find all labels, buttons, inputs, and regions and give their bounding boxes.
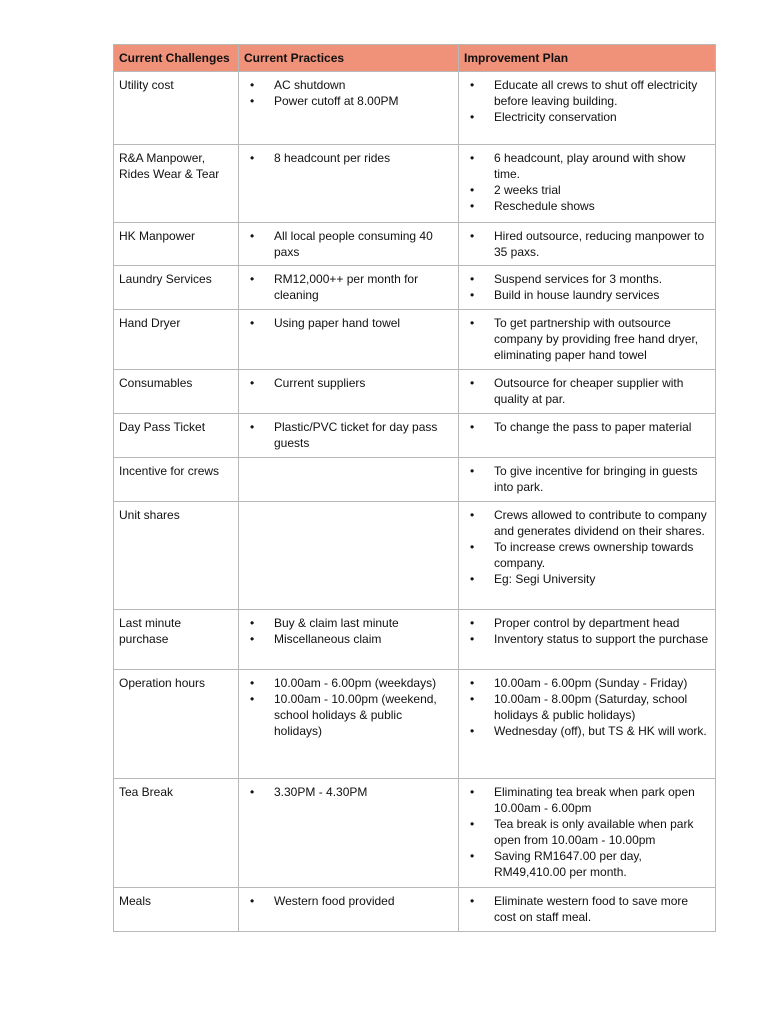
list-item: • 10.00am - 8.00pm (Saturday, school holidays & public holidays) <box>464 691 710 723</box>
list-item: • 10.00am - 6.00pm (weekdays) <box>244 675 453 691</box>
plan-cell <box>459 370 716 414</box>
challenge-cell: Laundry Services <box>114 266 239 310</box>
table-body <box>114 72 716 932</box>
plan-cell <box>459 458 716 502</box>
list-item: • Saving RM1647.00 per day, RM49,410.00 per month. <box>464 848 710 880</box>
practices-cell <box>239 370 459 414</box>
plan-list <box>464 150 710 214</box>
list-item: • Eliminating tea break when park open 10.00am - 6.00pm <box>464 784 710 816</box>
practices-cell <box>239 223 459 266</box>
plan-list <box>464 77 710 125</box>
challenge-cell: Day Pass Ticket <box>114 414 239 458</box>
list-item: • 6 headcount, play around with show time. <box>464 150 710 182</box>
improvement-plan-table <box>113 44 716 932</box>
plan-list <box>464 893 710 925</box>
list-item: • Eg: Segi University <box>464 571 710 587</box>
practices-list <box>244 315 453 331</box>
header-improvement-plan: Improvement Plan <box>459 45 716 72</box>
plan-cell <box>459 502 716 610</box>
practices-list <box>244 784 453 800</box>
practices-cell <box>239 670 459 779</box>
header-current-challenges: Current Challenges <box>114 45 239 72</box>
plan-cell <box>459 414 716 458</box>
plan-list <box>464 271 710 303</box>
plan-cell <box>459 610 716 670</box>
table-row <box>114 502 716 610</box>
plan-cell <box>459 888 716 932</box>
challenge-cell: Meals <box>114 888 239 932</box>
challenge-cell: R&A Manpower, Rides Wear & Tear <box>114 145 239 223</box>
plan-list <box>464 228 710 260</box>
list-item: • Build in house laundry services <box>464 287 710 303</box>
list-item: • AC shutdown <box>244 77 453 93</box>
list-item: • Electricity conservation <box>464 109 710 125</box>
practices-list <box>244 271 453 303</box>
list-item: • To change the pass to paper material <box>464 419 710 435</box>
list-item: • Proper control by department head <box>464 615 710 631</box>
practices-list <box>244 77 453 109</box>
list-item: • Buy & claim last minute <box>244 615 453 631</box>
list-item: • Crews allowed to contribute to company and generates dividend on their shares. <box>464 507 710 539</box>
plan-list <box>464 375 710 407</box>
table-row <box>114 370 716 414</box>
plan-cell <box>459 266 716 310</box>
practices-list <box>244 675 453 739</box>
practices-cell <box>239 610 459 670</box>
table-row <box>114 72 716 145</box>
table-row <box>114 414 716 458</box>
list-item: • Inventory status to support the purchase <box>464 631 710 647</box>
list-item: • 3.30PM - 4.30PM <box>244 784 453 800</box>
list-item: • Reschedule shows <box>464 198 710 214</box>
practices-cell <box>239 145 459 223</box>
challenge-cell: Consumables <box>114 370 239 414</box>
table-row <box>114 266 716 310</box>
table-row <box>114 610 716 670</box>
list-item: • To get partnership with outsource company by providing free hand dryer, eliminating paper hand towel <box>464 315 710 363</box>
list-item: • Outsource for cheaper supplier with quality at par. <box>464 375 710 407</box>
list-item: • Miscellaneous claim <box>244 631 453 647</box>
table-row <box>114 145 716 223</box>
list-item: • Educate all crews to shut off electricity before leaving building. <box>464 77 710 109</box>
list-item: • Tea break is only available when park open from 10.00am - 10.00pm <box>464 816 710 848</box>
list-item: • RM12,000++ per month for cleaning <box>244 271 453 303</box>
practices-list <box>244 375 453 391</box>
challenge-cell: Operation hours <box>114 670 239 779</box>
practices-cell <box>239 888 459 932</box>
list-item: • Western food provided <box>244 893 453 909</box>
list-item: • Hired outsource, reducing manpower to 35 paxs. <box>464 228 710 260</box>
table-row <box>114 310 716 370</box>
plan-list <box>464 615 710 647</box>
practices-cell <box>239 502 459 610</box>
plan-list <box>464 315 710 363</box>
plan-cell <box>459 670 716 779</box>
practices-cell <box>239 458 459 502</box>
table-header-row <box>114 45 716 72</box>
plan-list <box>464 675 710 739</box>
practices-list <box>244 419 453 451</box>
challenge-cell: Tea Break <box>114 779 239 888</box>
list-item: • 8 headcount per rides <box>244 150 453 166</box>
table-row <box>114 888 716 932</box>
header-current-practices: Current Practices <box>239 45 459 72</box>
practices-cell <box>239 72 459 145</box>
challenge-cell: Unit shares <box>114 502 239 610</box>
list-item: • Eliminate western food to save more cost on staff meal. <box>464 893 710 925</box>
table-row <box>114 779 716 888</box>
table-row <box>114 223 716 266</box>
challenge-cell: Incentive for crews <box>114 458 239 502</box>
list-item: • Using paper hand towel <box>244 315 453 331</box>
plan-list <box>464 507 710 587</box>
practices-cell <box>239 414 459 458</box>
plan-list <box>464 463 710 495</box>
plan-list <box>464 784 710 880</box>
list-item: • Plastic/PVC ticket for day pass guests <box>244 419 453 451</box>
list-item: • 10.00am - 10.00pm (weekend, school holidays & public holidays) <box>244 691 453 739</box>
list-item: • All local people consuming 40 paxs <box>244 228 453 260</box>
practices-cell <box>239 779 459 888</box>
practices-list <box>244 150 453 166</box>
challenge-cell: Hand Dryer <box>114 310 239 370</box>
practices-list <box>244 228 453 260</box>
plan-cell <box>459 72 716 145</box>
table-row <box>114 458 716 502</box>
practices-cell <box>239 310 459 370</box>
list-item: • Suspend services for 3 months. <box>464 271 710 287</box>
table-row <box>114 670 716 779</box>
practices-cell <box>239 266 459 310</box>
plan-cell <box>459 310 716 370</box>
challenge-cell: Last minute purchase <box>114 610 239 670</box>
list-item: • Wednesday (off), but TS & HK will work. <box>464 723 710 739</box>
challenge-cell: Utility cost <box>114 72 239 145</box>
list-item: • Power cutoff at 8.00PM <box>244 93 453 109</box>
plan-cell <box>459 779 716 888</box>
challenge-cell: HK Manpower <box>114 223 239 266</box>
list-item: • To give incentive for bringing in guests into park. <box>464 463 710 495</box>
practices-list <box>244 615 453 647</box>
plan-cell <box>459 223 716 266</box>
practices-list <box>244 893 453 909</box>
list-item: • Current suppliers <box>244 375 453 391</box>
list-item: • To increase crews ownership towards company. <box>464 539 710 571</box>
plan-cell <box>459 145 716 223</box>
list-item: • 10.00am - 6.00pm (Sunday - Friday) <box>464 675 710 691</box>
list-item: • 2 weeks trial <box>464 182 710 198</box>
plan-list <box>464 419 710 435</box>
